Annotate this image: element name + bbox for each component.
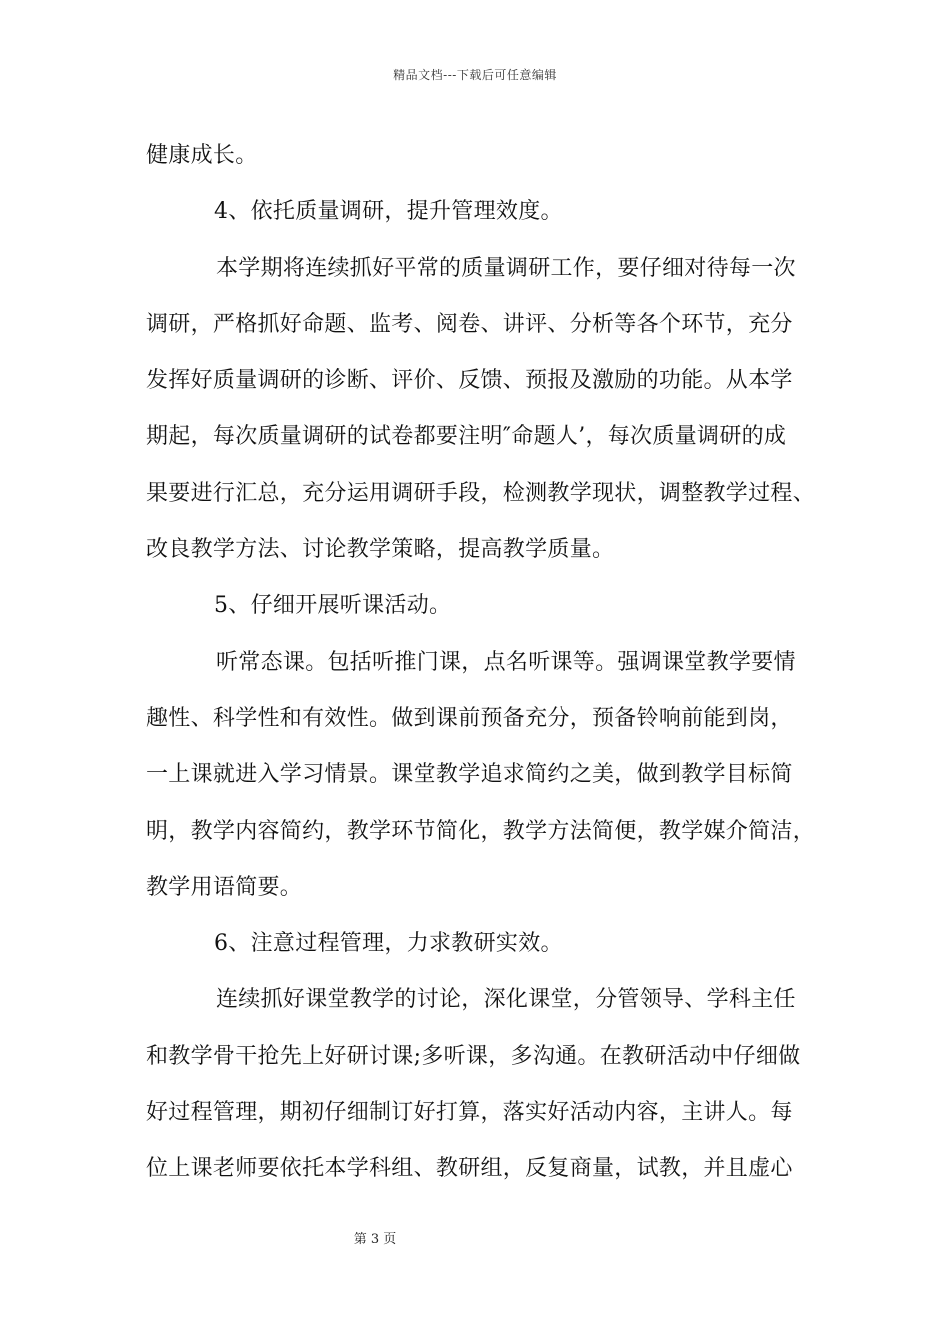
text-line: 好过程管理，期初仔细制订好打算，落实好活动内容，主讲人。每	[146, 1100, 793, 1126]
text-line: 教学用语简要。	[146, 874, 303, 900]
text-line: 连续抓好课堂教学的讨论，深化课堂，分管领导、学科主任	[216, 987, 796, 1013]
section-heading: 4、依托质量调研，提升管理效度。	[214, 199, 563, 225]
body-text	[146, 128, 826, 1198]
text-line: 本学期将连续抓好平常的质量调研工作，要仔细对待每一次	[216, 255, 796, 281]
page-header: 精品文档---下载后可任意编辑	[393, 68, 557, 82]
text-line: 一上课就进入学习情景。课堂教学追求简约之美，做到教学目标简	[146, 762, 793, 788]
text-line: 发挥好质量调研的诊断、评价、反馈、预报及激励的功能。从本学	[146, 368, 793, 394]
text-line: 期起，每次质量调研的试卷都要注明″命题人’，每次质量调研的成	[146, 424, 787, 450]
text-line: 和教学骨干抢先上好研讨课;多听课，多沟通。在教研活动中仔细做	[146, 1043, 801, 1069]
text-line: 改良教学方法、讨论教学策略，提高教学质量。	[146, 537, 615, 563]
text-line: 听常态课。包括听推门课，点名听课等。强调课堂教学要情	[216, 649, 796, 675]
text-line: 调研，严格抓好命题、监考、阅卷、讲评、分析等各个环节，充分	[146, 311, 793, 337]
page-number: 第 3 页	[353, 1232, 397, 1247]
section-heading: 6、注意过程管理，力求教研实效。	[214, 931, 563, 957]
text-line: 位上课老师要依托本学科组、教研组，反复商量，试教，并且虚心	[146, 1156, 793, 1182]
text-line: 果要进行汇总，充分运用调研手段，检测教学现状，调整教学过程、	[146, 480, 816, 506]
text-line: 趣性、科学性和有效性。做到课前预备充分，预备铃响前能到岗，	[146, 705, 793, 731]
section-heading: 5、仔细开展听课活动。	[214, 593, 452, 619]
text-line: 明，教学内容简约，教学环节简化，教学方法简便，教学媒介简洁，	[146, 818, 816, 844]
text-line: 健康成长。	[146, 143, 258, 168]
